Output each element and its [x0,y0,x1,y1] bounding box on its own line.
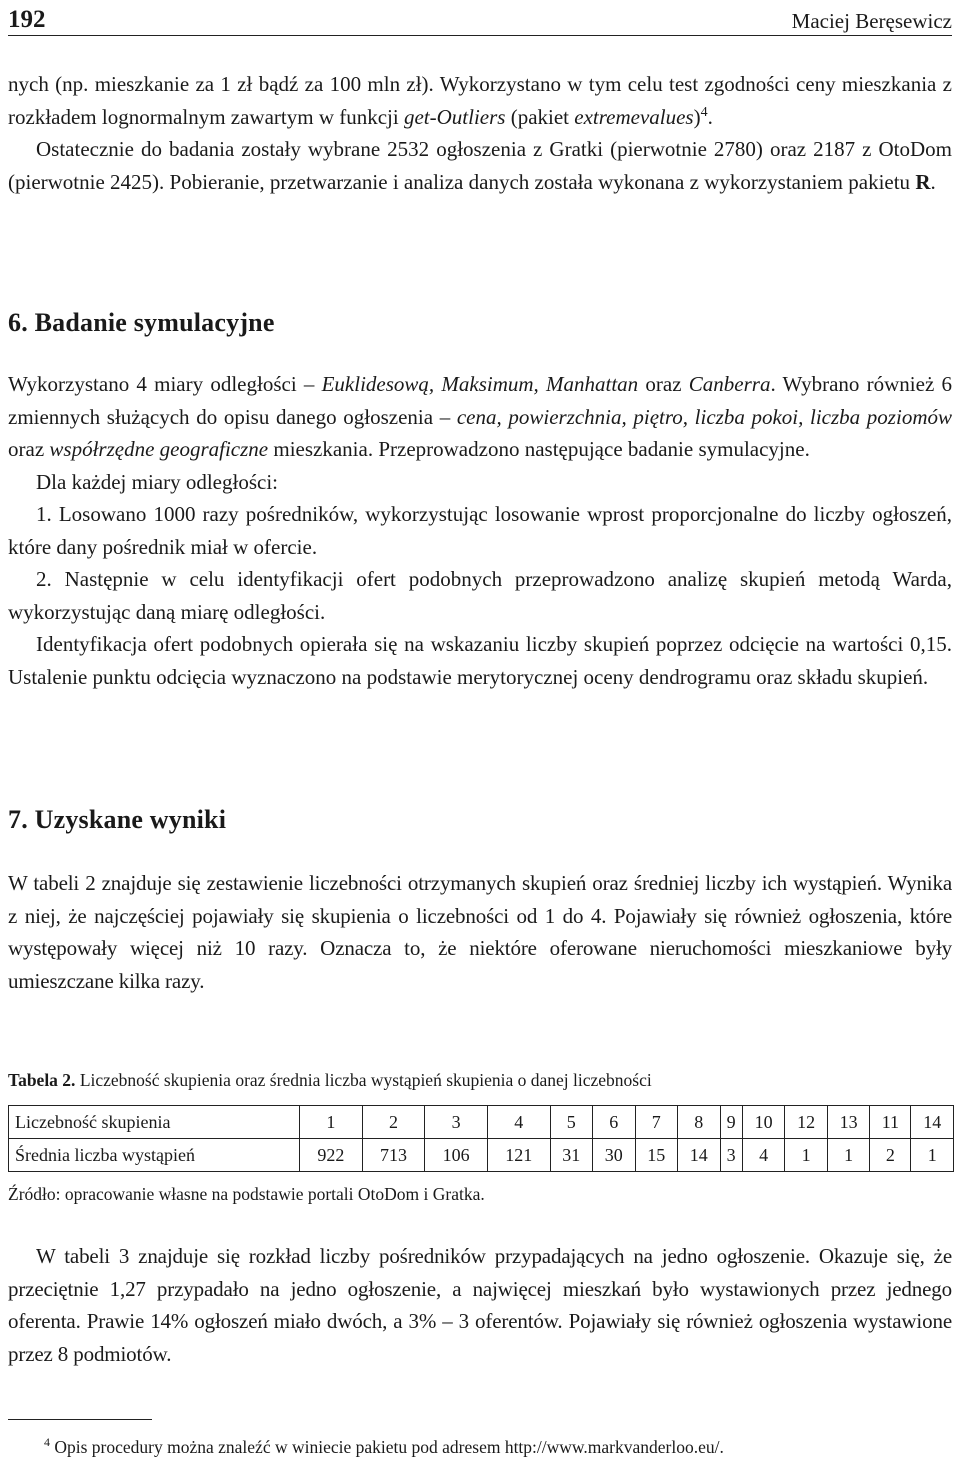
table-cell: 31 [550,1139,593,1172]
paragraph-sample: Ostatecznie do badania zostały wybrane 2532 ogłoszenia z Gratki (pierwotnie 2780) oraz 2187 z OtoDom (pierwotnie 2425). Pobieranie, przetwarzanie i analiza danych została wykonana z wykorzystaniem pakietu R. [8,137,952,194]
paragraph-for-each-measure: Dla każdej miary odległości: [36,469,279,494]
table-cell: 3 [720,1139,742,1172]
table-cell: 106 [425,1139,488,1172]
table-cell: 1 [911,1139,954,1172]
table-row [9,1106,954,1139]
table-source: Źródło: opracowanie własne na podstawie portali OtoDom i Gratka. [8,1184,485,1204]
table-cell: 5 [550,1106,593,1139]
table-cell: 12 [785,1106,828,1139]
paragraph-distance-measures: Wykorzystano 4 miary odległości – Euklidesową, Maksimum, Manhattan oraz Canberra. Wybrano również 6 zmiennych służących do opisu danego ogłoszenia – cena, powierzchnia, piętro, liczba pokoi, liczba poziomów oraz współrzędne geograficzne mieszkania. Przeprowadzono następujące badanie symulacyjne. [8,372,952,461]
table-cell: 922 [300,1139,363,1172]
section-heading-7: 7. Uzyskane wyniki [8,805,227,834]
paragraph-table3: W tabeli 3 znajduje się rozkład liczby pośredników przypadających na jedno ogłoszenie. Okazuje się, że przeciętnie 1,27 przypadało na jedno ogłoszenie, a najwięcej mieszkań było wystawionych przez jednego oferenta. Prawie 14% ogłoszeń miało dwóch, a 3% – 3 oferentów. Pojawiały się również ogłoszenia wystawione przez 8 podmiotów. [8,1244,952,1366]
closing-body [8,1240,952,1370]
running-head-author: Maciej Beręsewicz [791,9,952,33]
table-caption: Tabela 2. Liczebność skupienia oraz średnia liczba wystąpień skupienia o danej liczebności [8,1070,652,1090]
table-cell: 1 [785,1139,828,1172]
table-cell: 15 [635,1139,678,1172]
table-cell: 4 [487,1106,550,1139]
table-cell: 4 [742,1139,785,1172]
section-heading-6: 6. Badanie symulacyjne [8,308,275,337]
table-cell: 14 [911,1106,954,1139]
table-cell: 11 [870,1106,911,1139]
table-cell: 7 [635,1106,678,1139]
step-2: 2. Następnie w celu identyfikacji ofert podobnych przeprowadzono analizę skupień metodą Warda, wykorzystując daną miarę odległości. [8,567,952,624]
footnote [44,1436,724,1458]
paragraph-cutoff: Identyfikacja ofert podobnych opierała się na wskazaniu liczby skupień poprzez odcięcie na wartości 0,15. Ustalenie punktu odcięcia wyznaczono na podstawie merytorycznej oceny dendrogramu oraz składu skupień. [8,632,952,689]
step-1: 1. Losowano 1000 razy pośredników, wykorzystując losowanie wprost proporcjonalne do liczby ogłoszeń, które dany pośrednik miał w ofercie. [8,502,952,559]
table-cell: 6 [593,1106,636,1139]
footnote-marker: 4 [44,1435,50,1450]
table-cell: 30 [593,1139,636,1172]
table-cell: 1 [827,1139,870,1172]
table-cell: 121 [487,1139,550,1172]
intro-block [8,68,952,198]
table-cell: 9 [720,1106,742,1139]
table-cell: 8 [678,1106,721,1139]
table-cell: 14 [678,1139,721,1172]
table-cell: 3 [425,1106,488,1139]
table-cell: 713 [362,1139,425,1172]
paragraph-results: W tabeli 2 znajduje się zestawienie liczebności otrzymanych skupień oraz średniej liczby ich wystąpień. Wynika z niej, że najczęściej pojawiały się skupienia o liczebności od 1 do 4. Pojawiały się również ogłoszenia, które występowały więcej niż 10 razy. Oznacza to, że niektóre oferowane nieruchomości mieszkaniowe były umieszczane kilka razy. [8,871,952,993]
table-cell: 2 [362,1106,425,1139]
table-row-header: Liczebność skupienia [9,1106,300,1139]
footnote-reference[interactable]: 4 [700,104,708,120]
table-row-header: Średnia liczba wystąpień [9,1139,300,1172]
paragraph-outliers: nych (np. mieszkanie za 1 zł bądź za 100 mln zł). Wykorzystano w tym celu test zgodności ceny mieszkania z rozkładem lognormalnym zawartym w funkcji get-Outliers (pakiet extremevalues)$^4$. [8,72,952,129]
footnote-divider [8,1419,152,1420]
section7-body [8,867,952,997]
table-cell: 13 [827,1106,870,1139]
table-cell: 1 [300,1106,363,1139]
footnote-text: Opis procedury można znaleźć w winiecie pakietu pod adresem http://www.markvanderloo.eu/. [50,1437,724,1457]
table-row [9,1139,954,1172]
table-cell: 2 [870,1139,911,1172]
section6-body [8,368,952,693]
page-header [8,0,952,36]
table-cell: 10 [742,1106,785,1139]
cluster-table [8,1105,954,1172]
page-number: 192 [8,6,46,33]
